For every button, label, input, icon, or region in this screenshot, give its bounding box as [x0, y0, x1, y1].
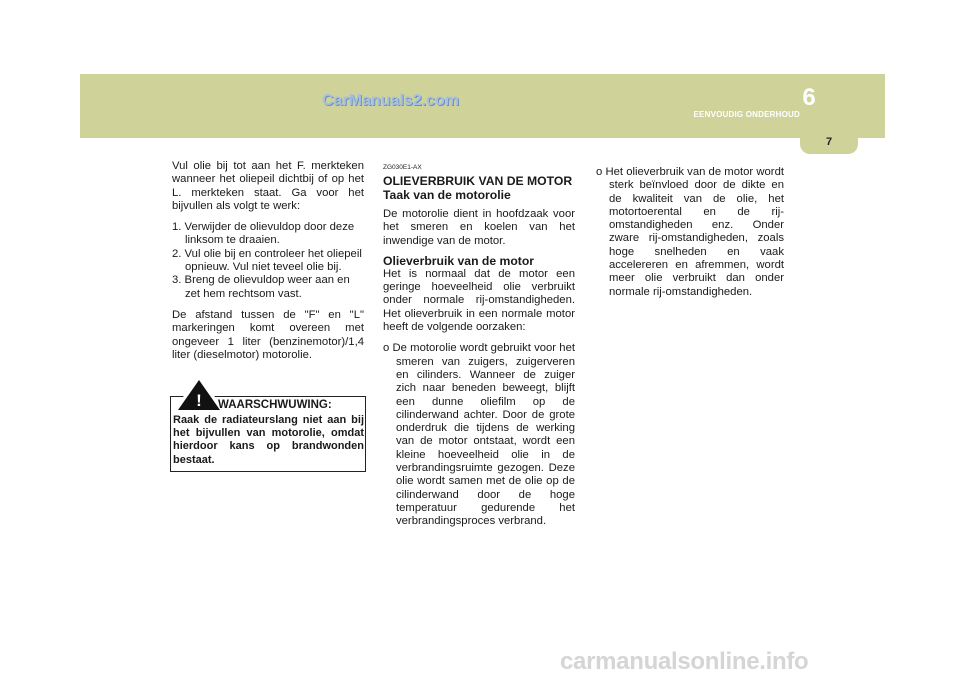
refill-step-2: 2. Vul olie bij en controleer het oliepeil opnieuw. Vul niet teveel olie bij. [172, 247, 362, 274]
chapter-title: EENVOUDIG ONDERHOUD [693, 110, 800, 119]
subheading-oil-consumption: Olieverbruik van de motor [383, 253, 535, 268]
section-heading: OLIEVERBRUIK VAN DE MOTOR [383, 174, 573, 188]
subheading-oil-task: Taak van de motorolie [383, 188, 511, 202]
column-right [596, 166, 784, 299]
oil-consumption-text: Het is normaal dat de motor een geringe hoeveelheid olie verbruikt onder normale rij-omstandigheden. Het olieverbruik in een normale motor heeft de volgende oorzaken: [383, 267, 575, 334]
refill-step-3: 3. Breng de olievuldop weer aan en zet hem rechtsom vast. [172, 274, 350, 300]
watermark-carmanuals2[interactable]: CarManuals2.com [322, 92, 459, 109]
chapter-number: 6 [802, 84, 816, 111]
chapter-header-band [80, 74, 885, 138]
section-code: ZG030E1-AX [383, 164, 422, 171]
warning-body: Raak de radiateurslang niet aan bij het bijvullen van motorolie, omdat hierdoor kans op brandwonden bestaat. [173, 414, 364, 466]
cause-bullet-2: o Het olieverbruik van de motor wordt sterk beïnvloed door de dikte en de kwaliteit van de olie, het motortoerental en de rij-omstandigheden enz. Onder zware rij-omstandigheden, zoals hoge snelheden en vaak accelereren en afremmen, wordt meer olie verbruikt dan onder normale rij-omstandigheden. [596, 166, 784, 298]
refill-intro: Vul olie bij tot aan het F. merkteken wanneer het oliepeil dichtbij of op het L. merkteken staat. Ga voor het bijvullen als volgt te werk: [172, 160, 364, 212]
column-left [172, 160, 364, 362]
column-middle [383, 164, 575, 529]
cause-bullet-1: o De motorolie wordt gebruikt voor het smeren van zuigers, zuigerveren en cilinders. Wanneer de zuiger zich naar beneden beweegt, blijft een dunne oliefilm op de cilinderwand achter. Door de grote onderdruk die tijdens de werking van de motor ontstaat, wordt een kleine hoeveelheid olie in de verbrandingsruimte gezogen. Deze olie wordt samen met de olie op de cilinderwand door de hoge temperatuur gedurende het verbrandingsproces verbrand. [383, 342, 575, 528]
page-number: 7 [825, 136, 833, 148]
warning-exclamation: ! [196, 391, 202, 410]
warning-title: WAARSCHWUWING: [218, 399, 332, 411]
oil-task-text: De motorolie dient in hoofdzaak voor het smeren en koelen van het inwendige van de motor. [383, 208, 575, 247]
refill-step-1: 1. Verwijder de olievuldop door deze linksom te draaien. [172, 221, 355, 247]
mark-distance-text: De afstand tussen de "F" en "L" markeringen komt overeen met ongeveer 1 liter (benzinemotor)/1,4 liter (dieselmotor) motorolie. [172, 308, 364, 361]
watermark-carmanualsonline[interactable]: carmanualsonline.info [560, 648, 809, 675]
